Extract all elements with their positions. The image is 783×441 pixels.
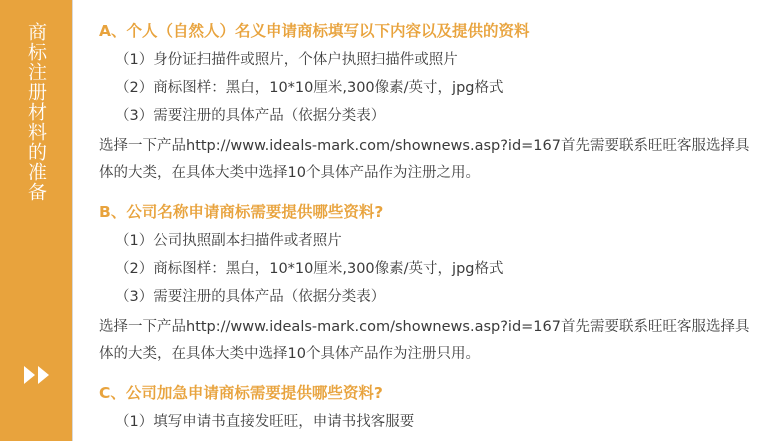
section-heading-a: A、个人（自然人）名义申请商标填写以下内容以及提供的资料: [99, 22, 530, 40]
section-paragraph-a: 选择一下产品http://www.ideals-mark.com/shownews.asp?id=167首先需要联系旺旺客服选择具体的大类，在具体大类中选择10个具体产品作为注册之用。: [99, 138, 750, 181]
arrow-right-icon-1: [24, 366, 35, 384]
document-content: [73, 0, 783, 441]
arrow-right-icon-2: [38, 366, 49, 384]
sidebar-vertical-title: 商标注册材料的准备: [25, 22, 47, 202]
list-item: （1）公司执照副本扫描件或者照片: [115, 233, 342, 249]
double-right-arrow-icon: [24, 366, 49, 384]
sidebar-title-bar: [0, 0, 72, 441]
list-item: （3）需要注册的具体产品（依据分类表）: [115, 108, 386, 124]
section-heading-b: B、公司名称申请商标需要提供哪些资料?: [99, 203, 384, 221]
list-item: （2）商标图样：黑白，10*10厘米,300像素/英寸，jpg格式: [115, 80, 504, 96]
list-item: （1）身份证扫描件或照片，个体户执照扫描件或照片: [115, 52, 458, 68]
section-heading-c: C、公司加急申请商标需要提供哪些资料?: [99, 384, 383, 402]
section-paragraph-b: 选择一下产品http://www.ideals-mark.com/shownews.asp?id=167首先需要联系旺旺客服选择具体的大类，在具体大类中选择10个具体产品作为注册只用。: [99, 319, 750, 362]
list-item: （2）商标图样：黑白，10*10厘米,300像素/英寸，jpg格式: [115, 261, 504, 277]
list-item: （1）填写申请书直接发旺旺，申请书找客服要: [115, 414, 415, 430]
list-item: （3）需要注册的具体产品（依据分类表）: [115, 289, 386, 305]
